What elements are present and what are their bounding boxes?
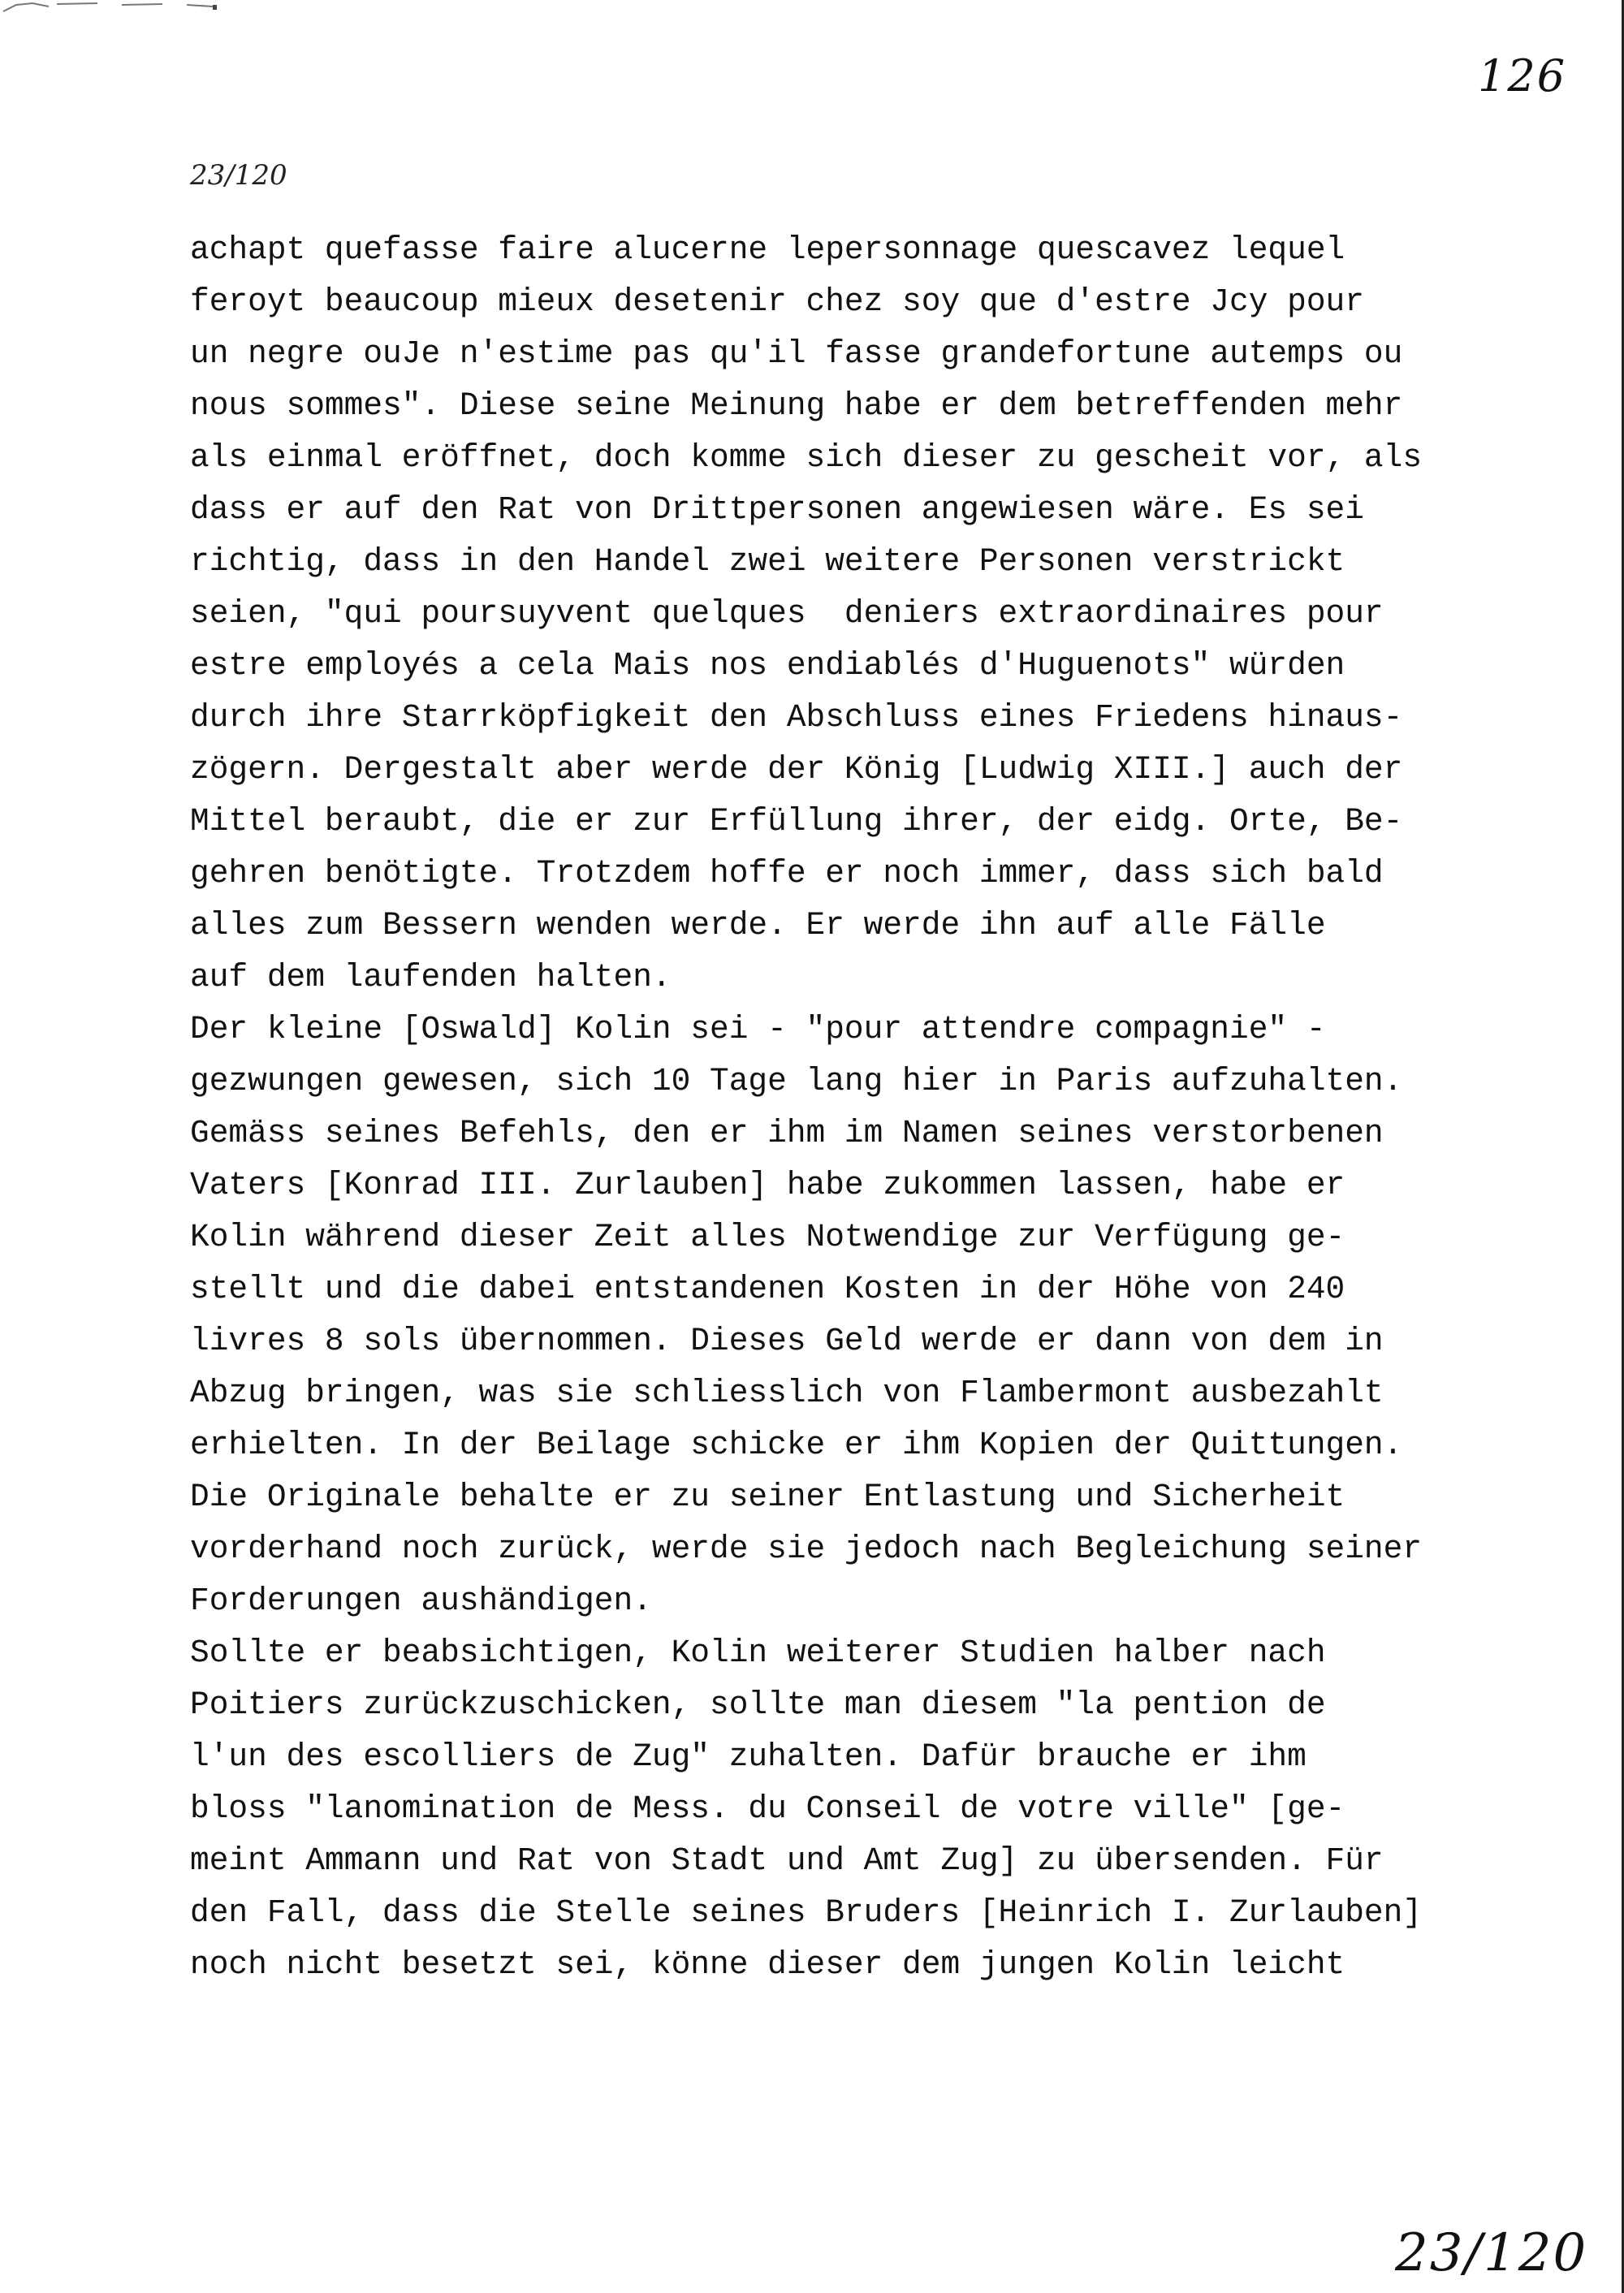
text-line: als einmal eröffnet, doch komme sich dieser zu gescheit vor, als: [190, 439, 1423, 476]
text-line: livres 8 sols übernommen. Dieses Geld werde er dann von dem in: [190, 1323, 1384, 1359]
text-line: un negre ouJe n'estime pas qu'il fasse grandefortune autemps ou: [190, 335, 1403, 372]
text-line: Die Originale behalte er zu seiner Entlastung und Sicherheit: [190, 1479, 1345, 1515]
text-line: erhielten. In der Beilage schicke er ihm Kopien der Quittungen.: [190, 1427, 1403, 1463]
text-line: feroyt beaucoup mieux desetenir chez soy que d'estre Jcy pour: [190, 283, 1364, 320]
document-body: [190, 224, 1603, 1991]
text-line: durch ihre Starrköpfigkeit den Abschluss eines Friedens hinaus-: [190, 699, 1403, 736]
text-line: dass er auf den Rat von Drittpersonen angewiesen wäre. Es sei: [190, 491, 1364, 528]
text-line: estre employés a cela Mais nos endiablés d'Huguenots" würden: [190, 647, 1345, 684]
text-line: bloss "lanomination de Mess. du Conseil de votre ville" [ge-: [190, 1790, 1345, 1827]
document-reference: 23/120: [190, 159, 287, 192]
text-line: gehren benötigte. Trotzdem hoffe er noch immer, dass sich bald: [190, 855, 1384, 892]
text-line: richtig, dass in den Handel zwei weitere Personen verstrickt: [190, 543, 1345, 580]
text-line: l'un des escolliers de Zug" zuhalten. Dafür brauche er ihm: [190, 1738, 1307, 1775]
text-line: den Fall, dass die Stelle seines Bruders [Heinrich I. Zurlauben]: [190, 1894, 1423, 1931]
text-line: vorderhand noch zurück, werde sie jedoch nach Begleichung seiner: [190, 1531, 1423, 1567]
text-line: zögern. Dergestalt aber werde der König [Ludwig XIII.] auch der: [190, 751, 1403, 788]
text-line: noch nicht besetzt sei, könne dieser dem jungen Kolin leicht: [190, 1946, 1345, 1983]
text-line: Der kleine [Oswald] Kolin sei - "pour attendre compagnie" -: [190, 1011, 1326, 1047]
text-line: meint Ammann und Rat von Stadt und Amt Zug] zu übersenden. Für: [190, 1842, 1384, 1879]
text-line: Abzug bringen, was sie schliesslich von Flambermont ausbezahlt: [190, 1375, 1384, 1411]
text-line: Forderungen aushändigen.: [190, 1583, 652, 1619]
handwritten-archive-mark: 23/120: [1395, 2223, 1588, 2283]
text-line: Vaters [Konrad III. Zurlauben] habe zukommen lassen, habe er: [190, 1167, 1345, 1203]
text-line: gezwungen gewesen, sich 10 Tage lang hier in Paris aufzuhalten.: [190, 1063, 1403, 1099]
text-line: Gemäss seines Befehls, den er ihm im Namen seines verstorbenen: [190, 1115, 1384, 1151]
text-line: Mittel beraubt, die er zur Erfüllung ihrer, der eidg. Orte, Be-: [190, 803, 1403, 840]
text-line: achapt quefasse faire alucerne lepersonnage quescavez lequel: [190, 231, 1345, 268]
text-line: auf dem laufenden halten.: [190, 959, 672, 995]
text-line: nous sommes". Diese seine Meinung habe er dem betreffenden mehr: [190, 387, 1403, 424]
text-line: Poitiers zurückzuschicken, sollte man diesem "la pention de: [190, 1686, 1326, 1723]
text-line: stellt und die dabei entstandenen Kosten in der Höhe von 240: [190, 1271, 1345, 1307]
scan-edge-mark: [0, 0, 227, 16]
text-line: seien, "qui poursuyvent quelques deniers extraordinaires pour: [190, 595, 1384, 632]
text-line: Sollte er beabsichtigen, Kolin weiterer Studien halber nach: [190, 1634, 1326, 1671]
text-line: Kolin während dieser Zeit alles Notwendige zur Verfügung ge-: [190, 1219, 1345, 1255]
text-line: alles zum Bessern wenden werde. Er werde ihn auf alle Fälle: [190, 907, 1326, 944]
handwritten-page-number: 126: [1478, 50, 1567, 101]
